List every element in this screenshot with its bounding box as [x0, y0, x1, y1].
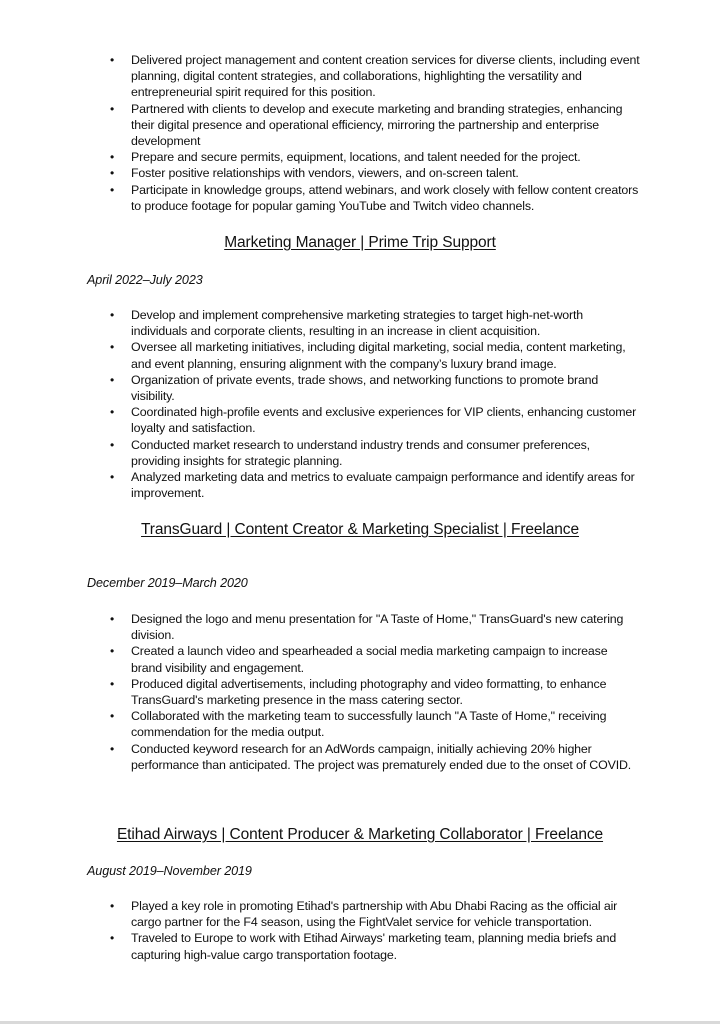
bullet-icon: •	[110, 101, 115, 116]
list-item-text: Foster positive relationships with vendors, viewers, and on-screen talent.	[131, 166, 519, 181]
bullet-icon: •	[110, 166, 115, 181]
list-item	[108, 307, 640, 339]
bullet-icon: •	[110, 340, 115, 355]
bullet-icon: •	[110, 709, 115, 724]
job-heading-prime-trip-support: Marketing Manager | Prime Trip Support	[224, 234, 496, 251]
list-item-text: Prepare and secure permits, equipment, locations, and talent needed for the project.	[131, 150, 581, 165]
list-item	[108, 469, 640, 501]
job-dates-etihad-airways: August 2019–November 2019	[87, 864, 252, 878]
list-item-text: Created a launch video and spearheaded a social media marketing campaign to increase brand visibility and engagement.	[131, 644, 608, 675]
bullet-icon: •	[110, 372, 115, 387]
list-item-text: Develop and implement comprehensive marketing strategies to target high-net-worth individuals and corporate clients, resulting in an increase in client acquisition.	[131, 308, 584, 339]
list-item	[108, 149, 640, 165]
bullet-icon: •	[110, 150, 115, 165]
list-item-text: Designed the logo and menu presentation for "A Taste of Home," TransGuard's new catering division.	[131, 612, 624, 643]
list-item	[108, 52, 640, 101]
bullet-icon: •	[110, 308, 115, 322]
list-item	[108, 437, 640, 469]
list-item	[108, 101, 640, 150]
job-heading-transguard: TransGuard | Content Creator & Marketing Specialist | Freelance	[141, 521, 579, 538]
list-item	[108, 930, 640, 962]
job-dates-prime-trip-support: April 2022–July 2023	[87, 273, 203, 287]
bullet-list-previous-role	[108, 52, 640, 214]
list-item-text: Traveled to Europe to work with Etihad Airways' marketing team, planning media briefs and capturing high-value cargo transportation footage.	[131, 931, 617, 962]
bullet-icon: •	[110, 931, 115, 946]
list-item-text: Conducted keyword research for an AdWords campaign, initially achieving 20% higher performance than anticipated. The project was prematurely ended due to the onset of COVID.	[131, 741, 632, 772]
list-item-text: Organization of private events, trade shows, and networking functions to promote brand visibility.	[131, 372, 599, 404]
list-item	[108, 708, 640, 740]
list-item-text: Collaborated with the marketing team to successfully launch "A Taste of Home," receiving commendation for the media output.	[131, 709, 607, 740]
list-item	[108, 741, 640, 773]
bullet-icon: •	[110, 182, 115, 197]
list-item	[108, 611, 640, 643]
bullet-icon: •	[110, 899, 115, 913]
list-item-text: Analyzed marketing data and metrics to evaluate campaign performance and identify areas for improvement.	[131, 470, 635, 501]
bullet-icon: •	[110, 644, 115, 659]
list-item-text: Participate in knowledge groups, attend webinars, and work closely with fellow content creators to produce footage for popular gaming YouTube and Twitch video channels.	[131, 182, 639, 213]
bullet-icon: •	[110, 437, 115, 452]
bullet-icon: •	[110, 405, 115, 420]
bullet-icon: •	[110, 612, 115, 626]
list-item	[108, 372, 640, 404]
bullet-list-transguard	[108, 611, 640, 773]
list-item-text: Coordinated high-profile events and exclusive experiences for VIP clients, enhancing customer loyalty and satisfaction.	[131, 405, 637, 436]
job-dates-transguard: December 2019–March 2020	[87, 576, 248, 590]
job-heading-etihad-airways: Etihad Airways | Content Producer & Marketing Collaborator | Freelance	[116, 826, 604, 843]
bullet-icon: •	[110, 676, 115, 691]
list-item	[108, 676, 640, 708]
list-item-text: Conducted market research to understand industry trends and consumer preferences, providing insights for strategic planning.	[131, 437, 590, 468]
bullet-icon: •	[110, 470, 115, 485]
list-item-text: Oversee all marketing initiatives, including digital marketing, social media, content marketing, and event planning, ensuring alignment with the company’s luxury brand image.	[131, 340, 626, 371]
list-item	[108, 898, 640, 930]
list-item-text: Played a key role in promoting Etihad's partnership with Abu Dhabi Racing as the official air cargo partner for the F4 season, using the FightValet service for vehicle transportation.	[131, 899, 618, 930]
list-item	[108, 404, 640, 436]
list-item	[108, 339, 640, 371]
bullet-list-etihad-airways	[108, 898, 640, 963]
bullet-icon: •	[110, 741, 115, 756]
list-item-text: Partnered with clients to develop and execute marketing and branding strategies, enhancing their digital presence and operational efficiency, mirroring the partnership and enterprise development	[131, 101, 623, 149]
list-item	[108, 182, 640, 214]
list-item-text: Delivered project management and content creation services for diverse clients, including event planning, digital content strategies, and collaborations, highlighting the versatility and entrepreneurial spirit required for this position.	[131, 53, 640, 100]
list-item-text: Produced digital advertisements, including photography and video formatting, to enhance TransGuard's marketing presence in the mass catering sector.	[131, 676, 607, 708]
list-item	[108, 643, 640, 675]
bullet-list-prime-trip-support	[108, 307, 640, 501]
list-item	[108, 165, 640, 181]
bullet-icon: •	[110, 53, 115, 67]
